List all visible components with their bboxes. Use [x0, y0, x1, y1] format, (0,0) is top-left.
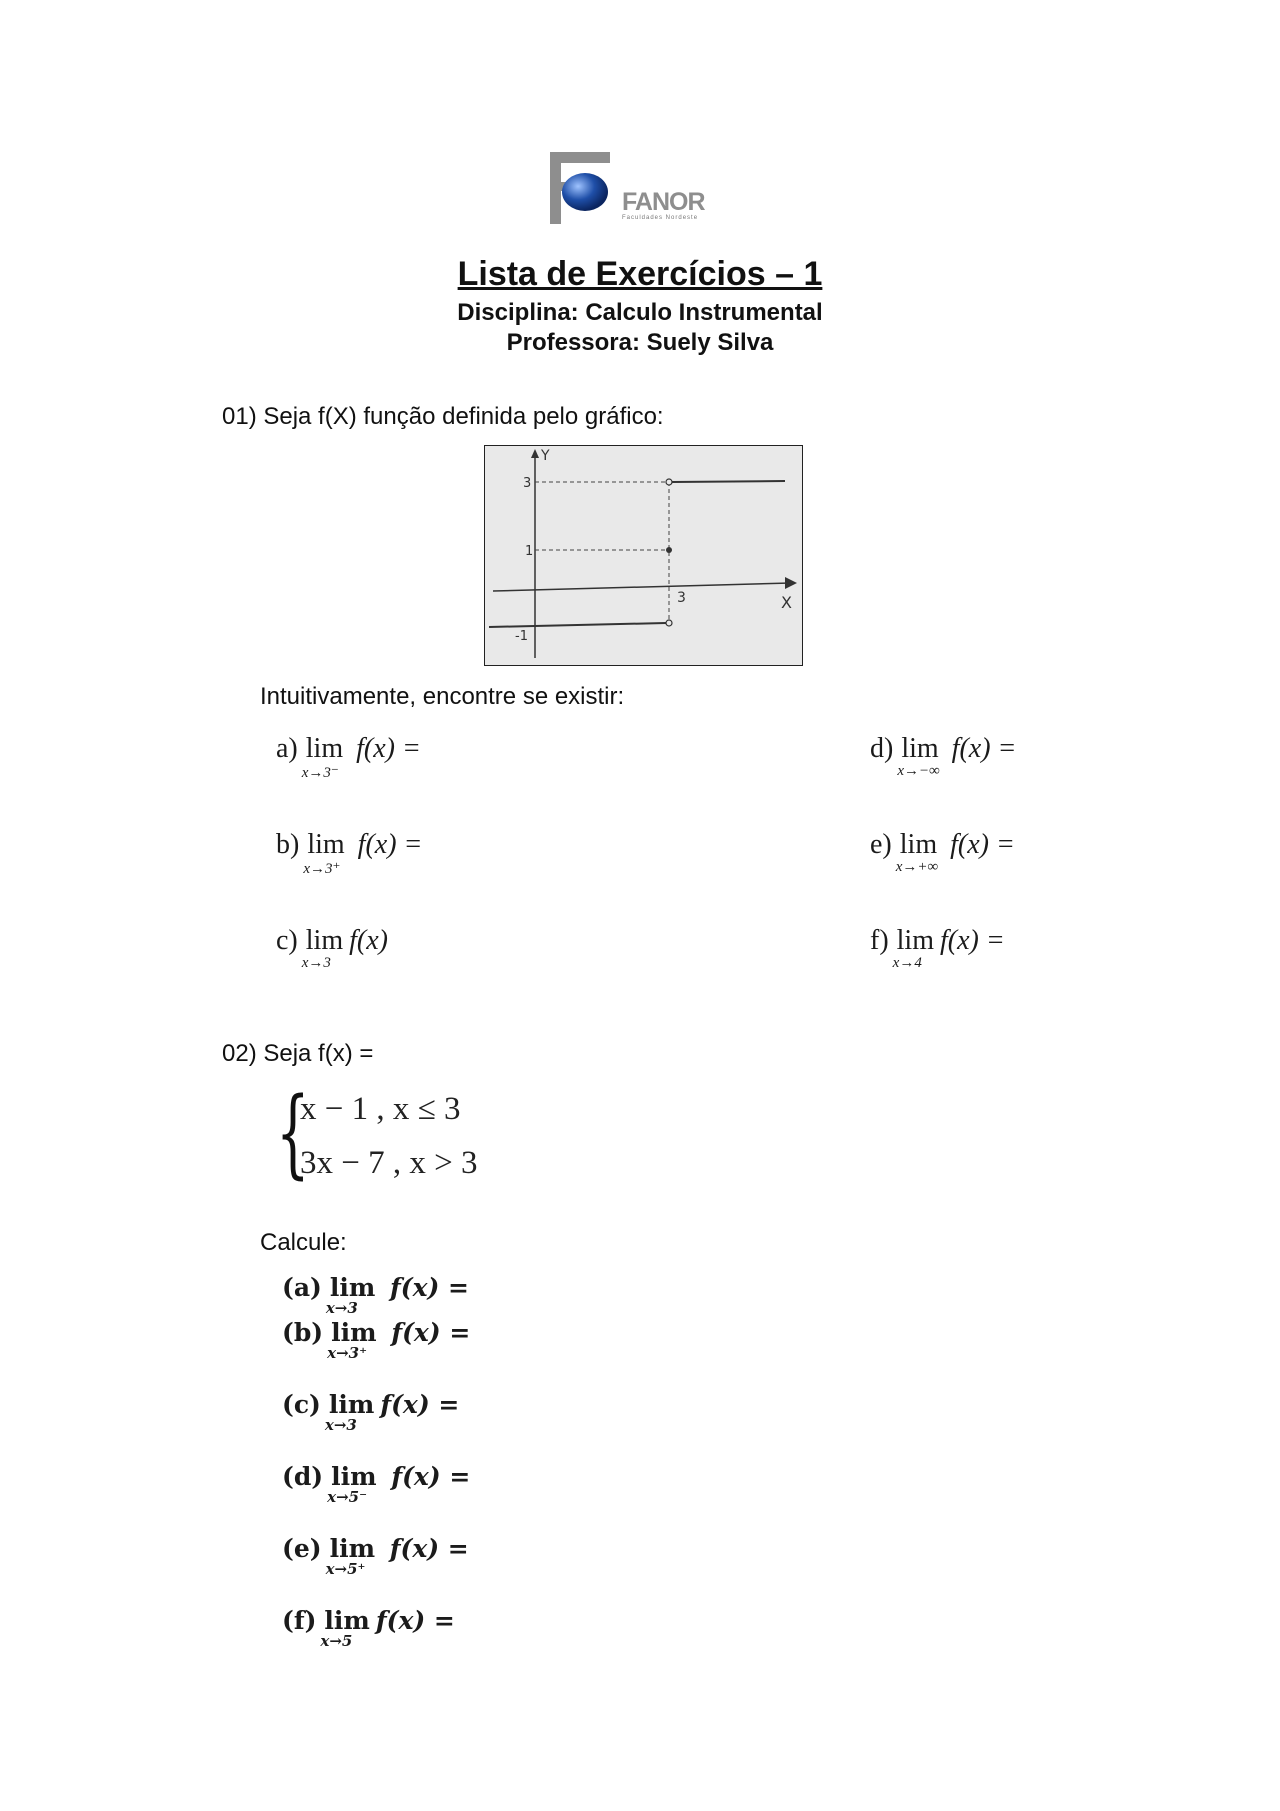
- q2-instruction: Calcule:: [260, 1229, 347, 1256]
- item-label: (a): [282, 1273, 322, 1302]
- open-point-left: [666, 620, 672, 626]
- piece-row-2: 3x − 7 , x > 3: [300, 1145, 478, 1181]
- lim-under: x→3: [301, 955, 331, 971]
- piecewise-function: [276, 1077, 536, 1189]
- q2-item-d: [282, 1462, 471, 1506]
- item-label: (e): [282, 1534, 322, 1563]
- lim-under: x→3⁺: [303, 861, 341, 877]
- lim-under: x→4: [892, 955, 922, 971]
- lim-expr: f(x) =: [380, 1390, 460, 1419]
- q2-item-f: [282, 1606, 455, 1650]
- lim-expr: f(x) =: [950, 829, 1015, 860]
- lim-expr: f(x) =: [389, 1534, 469, 1563]
- lim-op: lim: [901, 733, 939, 764]
- lim-op: lim: [305, 733, 344, 764]
- lim-expr: f(x) =: [357, 829, 423, 860]
- lim-op: lim: [331, 1462, 377, 1491]
- lim-expr: f(x) =: [951, 733, 1017, 764]
- lim-expr: f(x) =: [375, 1606, 455, 1635]
- item-label: c): [276, 925, 298, 956]
- y-axis-arrow: [531, 449, 539, 458]
- q2-item-a: [282, 1273, 469, 1317]
- function-graph: [485, 446, 802, 665]
- item-label: f): [870, 925, 889, 956]
- lim-expr: f(x) =: [356, 733, 421, 764]
- item-label: (b): [282, 1318, 324, 1347]
- logo-wordmark: FANOR: [622, 188, 705, 216]
- q1-item-e: [870, 829, 1015, 875]
- tick-y1: 1: [525, 544, 534, 559]
- lim-op: lim: [896, 925, 934, 956]
- q2-item-c: [282, 1390, 460, 1434]
- lim-expr: f(x) =: [390, 1273, 469, 1302]
- closed-point: [666, 547, 672, 553]
- lim-op: lim: [899, 829, 938, 860]
- logo-subtext: Faculdades Nordeste: [622, 215, 699, 221]
- item-label: b): [276, 829, 300, 860]
- lim-under: x→5⁺: [325, 1560, 366, 1578]
- lim-under: x→5⁻: [327, 1488, 368, 1506]
- q2-statement: 02) Seja f(x) =: [222, 1040, 374, 1067]
- lim-expr: f(x) =: [391, 1318, 471, 1347]
- piece-left: [489, 623, 666, 627]
- y-label: Y: [541, 448, 550, 464]
- piecewise-brace: {: [276, 1077, 310, 1189]
- q1-item-a: [276, 733, 421, 781]
- lim-op: lim: [324, 1606, 370, 1635]
- q1-statement: 01) Seja f(X) função definida pelo gráfico:: [222, 403, 664, 430]
- tick-yneg1: -1: [515, 629, 528, 644]
- professor-line: Professora: Suely Silva: [506, 329, 774, 356]
- page-title: Lista de Exercícios – 1: [457, 255, 823, 293]
- q2-item-b: [282, 1318, 471, 1362]
- q1-item-c: [276, 925, 388, 971]
- piece-right: [672, 481, 785, 482]
- lim-under: x→3⁺: [327, 1344, 368, 1362]
- lim-expr: f(x) =: [391, 1462, 471, 1491]
- open-point-right: [666, 479, 672, 485]
- lim-expr: f(x) =: [940, 925, 1005, 956]
- x-axis-arrow: [785, 577, 797, 589]
- discipline-line: Disciplina: Calculo Instrumental: [457, 299, 823, 326]
- lim-under: x→−∞: [897, 763, 940, 779]
- q1-item-b: [276, 829, 423, 877]
- lim-expr: f(x): [349, 925, 388, 956]
- q1-graph: [484, 445, 803, 666]
- lim-op: lim: [329, 1534, 376, 1563]
- item-label: e): [870, 829, 892, 860]
- piece-row-1: x − 1 , x ≤ 3: [300, 1091, 461, 1127]
- lim-under: x→5: [320, 1632, 353, 1650]
- item-label: d): [870, 733, 894, 764]
- lim-under: x→3⁻: [301, 765, 339, 781]
- item-label: (f): [282, 1606, 317, 1635]
- item-label: (c): [282, 1390, 321, 1419]
- x-axis: [493, 583, 791, 591]
- lim-op: lim: [331, 1318, 377, 1347]
- tick-x3: 3: [677, 590, 686, 606]
- fanor-logo: [548, 152, 738, 228]
- lim-op: lim: [307, 829, 345, 860]
- lim-op: lim: [328, 1390, 375, 1419]
- lim-under: x→3: [325, 1299, 358, 1317]
- q1-item-f: [870, 925, 1005, 971]
- q1-instruction: Intuitivamente, encontre se existir:: [260, 683, 625, 710]
- item-label: (d): [282, 1462, 324, 1491]
- q2-item-e: [282, 1534, 469, 1578]
- lim-op: lim: [329, 1273, 376, 1302]
- x-label: X: [781, 593, 792, 612]
- lim-op: lim: [305, 925, 344, 956]
- q1-item-d: [870, 733, 1017, 779]
- item-label: a): [276, 733, 298, 764]
- lim-under: x→+∞: [895, 859, 939, 875]
- tick-y3: 3: [523, 476, 532, 491]
- lim-under: x→3: [324, 1416, 357, 1434]
